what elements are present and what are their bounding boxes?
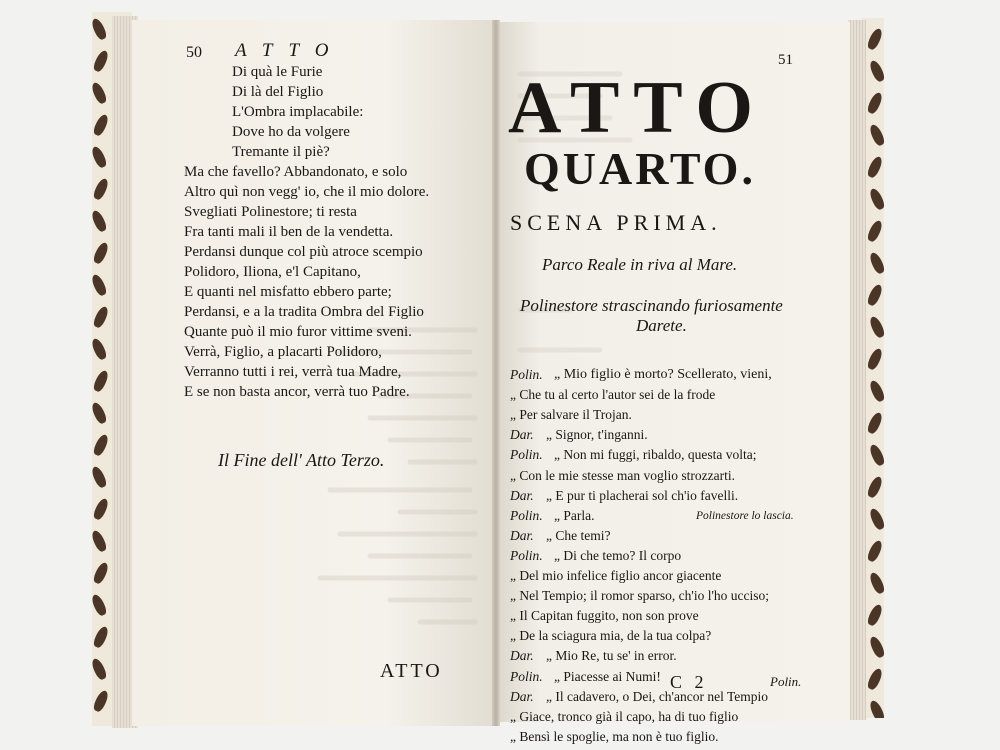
verse-line: Svegliati Polinestore; ti resta	[184, 204, 357, 220]
cover-ornament	[868, 123, 884, 147]
verse-line: L'Ombra implacabile:	[232, 104, 364, 120]
cover-ornament	[866, 603, 884, 627]
dialogue-text: „ E pur ti placherai sol ch'io favelli.	[546, 487, 739, 503]
cover-ornament	[92, 241, 110, 265]
verse-line: Ma che favello? Abbandonato, e solo	[184, 164, 408, 180]
cover-ornament	[92, 593, 108, 617]
dialogue-text: „ Di che temo? Il corpo	[554, 547, 682, 563]
right-catchword: Polin.	[770, 674, 802, 689]
cover-ornament	[92, 49, 110, 73]
right-page-edges	[848, 20, 866, 720]
cover-ornament	[866, 667, 884, 691]
dialogue-text: „ Non mi fuggi, ribaldo, questa volta;	[554, 447, 757, 463]
cover-ornament	[868, 571, 884, 595]
dialogue-text: „ Per salvare il Trojan.	[510, 407, 632, 423]
cover-ornament	[868, 251, 884, 275]
cover-ornament	[866, 283, 884, 307]
cover-ornament	[92, 433, 110, 457]
verse-line: Fra tanti mali il ben de la vendetta.	[184, 224, 394, 240]
dialogue-text: „ Il cadavero, o Dei, ch'ancor nel Tempio	[546, 688, 769, 704]
cover-ornament	[92, 561, 110, 585]
cover-ornament	[866, 91, 884, 115]
verse-line: Perdansi dunque col più atroce scempio	[184, 244, 423, 260]
dialogue-text: „ Signor, t'inganni.	[546, 427, 648, 443]
cover-ornament	[92, 497, 110, 521]
cover-ornament	[92, 529, 108, 553]
left-page-number: 50	[186, 44, 202, 61]
cover-ornament	[866, 475, 884, 499]
scene-setting: Parco Reale in riva al Mare.	[542, 255, 738, 274]
cover-ornament	[92, 305, 110, 329]
cover-ornament	[92, 17, 108, 41]
right-page-number: 51	[778, 52, 793, 68]
book-gutter	[492, 20, 500, 726]
characters-line: Darete.	[636, 316, 687, 335]
cover-ornament	[866, 411, 884, 435]
dialogue-text: „ Del mio infelice figlio ancor giacente	[510, 568, 722, 583]
cover-ornament	[866, 539, 884, 563]
cover-ornament	[92, 113, 110, 137]
cover-ornament	[866, 347, 884, 371]
dialogue-text: „ Mio Re, tu se' in error.	[546, 648, 677, 664]
act-number: QUARTO.	[524, 143, 756, 194]
cover-ornament	[92, 81, 108, 105]
cover-ornament	[92, 465, 108, 489]
cover-ornament	[866, 155, 884, 179]
left-running-head: ATTO	[235, 40, 345, 61]
cover-ornament	[92, 401, 108, 425]
verse-line: Di quà le Furie	[232, 64, 323, 80]
dialogue-text: „ Piacesse ai Numi!	[554, 668, 661, 684]
cover-ornament	[92, 657, 108, 681]
cover-ornament	[868, 315, 884, 339]
verse-line: E se non basta ancor, verrà tuo Padre.	[184, 384, 410, 400]
verse-line: Altro quì non vegg' io, che il mio dolore.	[184, 184, 430, 200]
cover-ornament	[868, 187, 884, 211]
dialogue-text: „ Mio figlio è morto? Scellerato, vieni,	[554, 367, 772, 382]
cover-ornament	[868, 635, 884, 659]
left-catchword: ATTO	[380, 660, 443, 682]
verse-line: Verranno tutti i rei, verrà tua Madre,	[184, 364, 402, 380]
verse-line: E quanti nel misfatto ebbero parte;	[184, 284, 392, 300]
characters-line: Polinestore strascinando furiosamente	[520, 296, 783, 315]
dialogue-text: „ Nel Tempio; il romor sparso, ch'io l'ho ucciso;	[510, 588, 769, 604]
verse-line: Tremante il piè?	[232, 144, 330, 160]
dialogue-text: „ Parla.	[554, 507, 595, 523]
dialogue-text: „ Che temi?	[546, 527, 611, 543]
verse-line: Quante può il mio furor vittime sveni.	[184, 324, 412, 340]
verse-line: Dove ho da volgere	[232, 124, 350, 140]
dialogue-text: „ Il Capitan fuggito, non son prove	[510, 608, 699, 624]
dialogue-text: „ Con le mie stesse man voglio strozzarti.	[510, 467, 735, 483]
dialogue-text: „ Giace, tronco già il capo, ha di tuo figlio	[510, 708, 739, 724]
verse-line: Verrà, Figlio, a placarti Polidoro,	[184, 344, 382, 360]
end-of-act-note: Il Fine dell' Atto Terzo.	[218, 450, 385, 470]
verse-line: Di là del Figlio	[232, 84, 324, 100]
cover-ornament	[868, 379, 884, 403]
cover-ornament	[868, 699, 884, 718]
act-title: ATTO	[508, 67, 767, 149]
cover-ornament	[866, 27, 884, 51]
cover-ornament	[92, 177, 110, 201]
cover-ornament	[92, 145, 108, 169]
stage-direction: Polinestore lo lascia.	[696, 509, 794, 522]
dialogue-text: „ De la sciagura mia, de la tua colpa?	[510, 628, 712, 644]
cover-ornament	[868, 59, 884, 83]
scene-title: SCENA PRIMA.	[510, 210, 722, 235]
cover-ornament	[92, 625, 110, 649]
cover-ornament	[868, 443, 884, 467]
cover-ornament	[92, 369, 110, 393]
cover-ornament	[866, 219, 884, 243]
cover-ornament	[92, 337, 108, 361]
cover-ornament	[92, 689, 110, 713]
signature-mark: C 2	[670, 672, 708, 692]
cover-ornament	[92, 273, 108, 297]
dialogue-text: „ Bensì le spoglie, ma non è tuo figlio.	[510, 728, 719, 744]
dialogue-text: „ Che tu al certo l'autor sei de la frode	[510, 387, 716, 403]
cover-ornament	[92, 209, 108, 233]
verse-line: Polidoro, Iliona, e'l Capitano,	[184, 264, 361, 280]
verse-line: Perdansi, e a la tradita Ombra del Figlio	[184, 304, 424, 320]
cover-ornament	[868, 507, 884, 531]
